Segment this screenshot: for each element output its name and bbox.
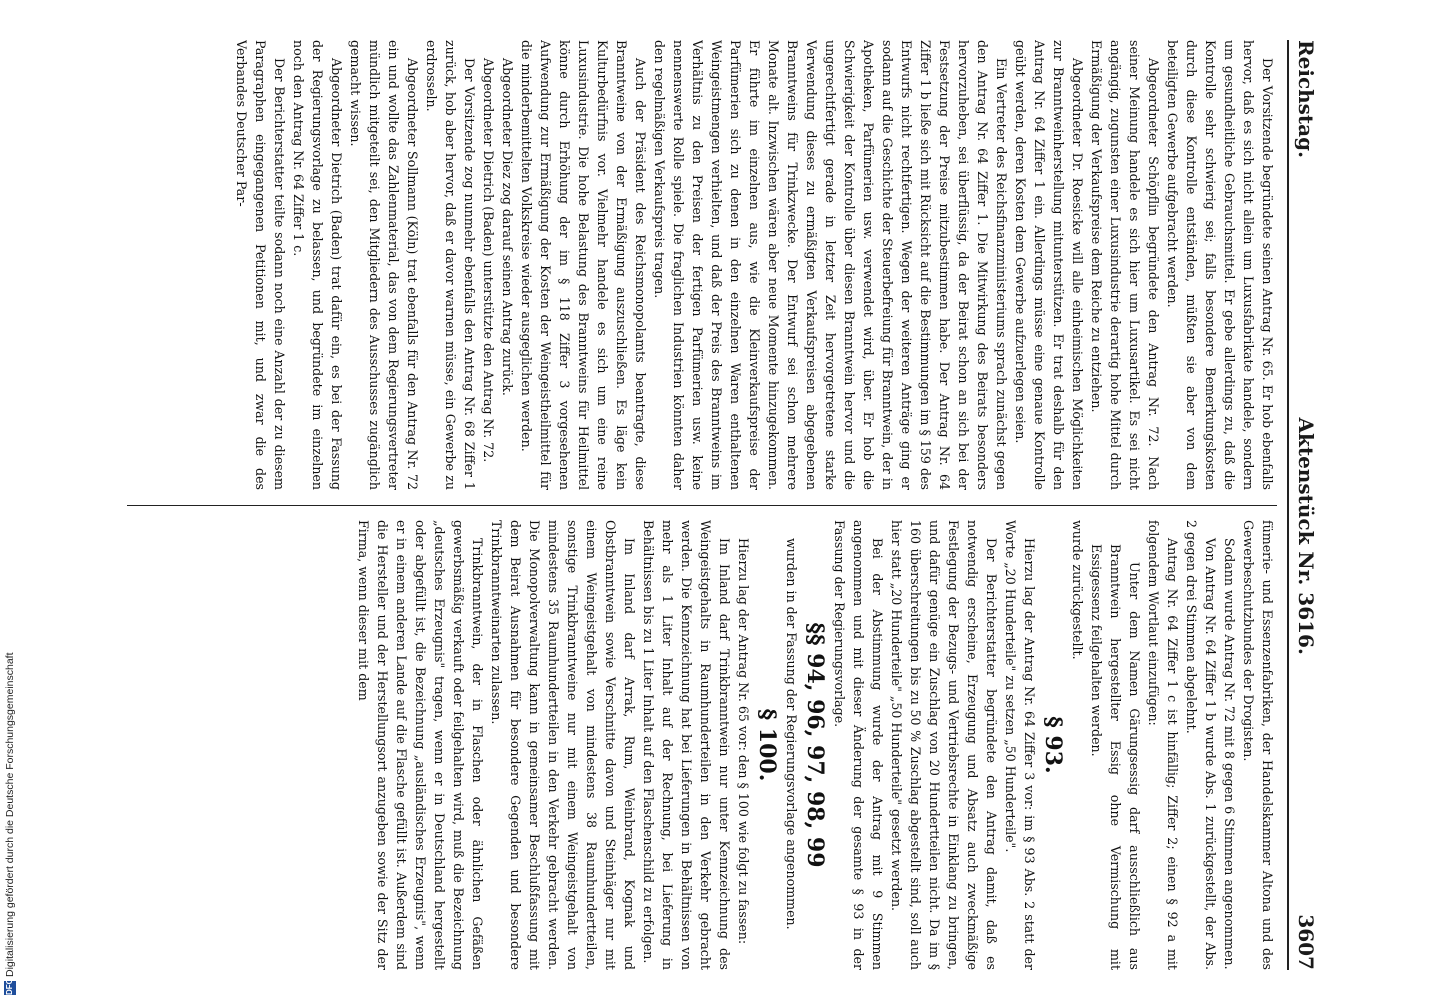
digitization-credit: [4, 652, 16, 995]
paragraph: Von Antrag Nr. 64 Ziffer 1 b wurde Abs. 1 zurückgestellt, der Abs. 2 gegen drei Stimmen abgelehnt.: [1184, 520, 1218, 970]
section-heading: §§ 94, 96, 97, 98, 99: [802, 622, 828, 868]
left-column: [127, 40, 1277, 490]
header-center: Aktenstück Nr. 3616.: [1294, 417, 1318, 655]
paragraph: Der Vorsitzende begründete seinen Antrag Nr. 65. Er hob ebenfalls hervor, daß es sich nicht allein um Luxusfabrikate handele, sondern um gesundheitliche Gebrauchsmittel. Er gebe allerdings zu, daß die Kontrolle sehr schwierig sei; falls besondere Bemerkungskosten durch diese Kontrolle entständen, müßten sie aber von dem beteiligten Gewerbe aufgebracht werden.: [1165, 40, 1275, 490]
paragraph: Abgeordneter Dr. Roesicke will alle einheimischen Möglichkeiten zur Branntweinherstellung mitunterstützen. Er trat deshalb für den Antrag Nr. 64 Ziffer 1 ein. Allerdings müsse eine genaue Kontrolle geübt werden, deren Kosten dem Gewerbe aufzuerlegen seien.: [1013, 40, 1085, 490]
paragraph: Der Berichterstatter begründete den Antrag damit, daß es notwendig erscheine, Erzeugung und Absatz auch zweckmäßige Festlegung der Bezugs- und Vertriebsrechte in Einklang zu bringen, und dafür genüge ein Zuschlag von 20 Hundertteilen nicht. Da im § 160 überschreitungen bis zu 50 % Zuschlag abgestellt sind, soll auch hier statt „20 Hunderteile" „50 Hunderteile" gesetzt werden.: [889, 520, 999, 970]
paragraph: Abgeordneter Sollmann (Köln) trat ebenfalls für den Antrag Nr. 72 ein und wollte das Zahlenmaterial, das von dem Regierungsvertreter mündlich mitgeteilt sei, den Mitgliedern des Ausschusses zugänglich gemacht wissen.: [348, 40, 420, 490]
paragraph: Abgeordneter Dietrich (Baden) trat dafür ein, es bei der Fassung der Regierungsvorlage zu belassen, und begründete im einzelnen noch den Antrag Nr. 64 Ziffer 1 c.: [291, 40, 344, 490]
paragraph: wurden in der Fassung der Regierungsvorlage angenommen.: [784, 538, 799, 930]
right-column: [127, 520, 1277, 970]
paragraph: Abgeordneter Schöpflin begründete den Antrag Nr. 72. Nach seiner Meinung handele es sich hier um Luxusartikel. Es sei nicht angängig, zugunsten einer Luxusindustrie derartig hohe Mittel durch Ermäßigung der Verkaufspreise dem Reiche zu entziehen.: [1089, 40, 1161, 490]
paragraph: wurde zurückgestellt.: [1070, 520, 1085, 660]
paragraph: Antrag Nr. 64 Ziffer 1 c ist hinfällig; Ziffer 2; einen § 92 a mit folgendem Wortlaut einzufügen:: [1146, 520, 1180, 970]
column-divider: [127, 505, 1277, 506]
dfg-logo: DFG: [5, 978, 14, 995]
paragraph: Der Vorsitzende zog nunmehr ebenfalls den Antrag Nr. 68 Ziffer 1 zurück, hob aber hervor, daß er davor warnen müsse, ein Gewerbe zu erdrosseln.: [424, 40, 477, 490]
paragraph: Sodann wurde Antrag Nr. 72 mit 8 gegen 6 Stimmen angenommen.: [1222, 538, 1237, 970]
credit-text: Digitalisierung gefördert durch die Deutsche Forschungsgemeinschaft: [4, 652, 16, 977]
paragraph: Auch der Präsident des Reichsmonopolamts beantragte, diese Branntweine von der Ermäßigung auszuschließen. Es läge kein Kulturbedürfnis vor. Vielmehr handele es sich um eine reine Luxusindustrie. Die hohe Belastung des Branntweins für Heilmittel könne durch Erhöhung der im § 118 Ziffer 3 vorgesehenen Aufwendung zur Ermäßigung der Kosten der Weingeistheilmittel für die minderbemittelten Volkskreise wieder ausgeglichen werden.: [519, 40, 648, 490]
paragraph: Im Inland darf Trinkbranntwein nur unter Kennzeichnung des Weingeistgehalts in Raumhunderteilen in den Verkehr gebracht werden. Die Kennzeichnung hat bei Lieferungen in Behältnissen von mehr als 1 Liter Inhalt auf der Rechnung, bei Lieferung in Behältnissen bis zu 1 Liter Inhalt auf den Flaschenschild zu erfolgen.: [641, 520, 732, 970]
page-number: 3607: [1294, 914, 1318, 970]
paragraph: Abgeordneter Dietrich (Baden) unterstützte den Antrag Nr. 72.: [481, 58, 496, 463]
section-heading: § 93.: [1040, 716, 1066, 774]
quoted-text: Unter dem Namen Gärungsessig darf ausschließlich aus Branntwein hergestellter Essig ohne Vermischung mit Essigessenz feilgehalten werden.: [1089, 544, 1142, 970]
rotated-page: [95, 0, 1325, 1000]
paragraph: Hierzu lag der Antrag Nr. 64 Ziffer 3 vor: im § 93 Abs. 2 statt der Worte „20 Hunderteile" zu setzen „50 Hunderteile".: [1003, 520, 1037, 970]
page-header: [1287, 40, 1323, 970]
paragraph: Abgeordneter Diez zog darauf seinen Antrag zurück.: [500, 58, 515, 396]
header-left: Reichstag.: [1294, 40, 1318, 159]
paragraph: fümerie- und Essenzenfabriken, der Handelskammer Altona und des Gewerbeschutzbundes der Drogisten.: [1241, 520, 1275, 970]
paragraph: Hierzu lag der Antrag Nr. 65 vor: den § 100 wie folgt zu fassen:: [736, 538, 751, 945]
section-heading: § 100.: [754, 708, 780, 782]
paragraph: Bei der Abstimmung wurde der Antrag mit 9 Stimmen angenommen und mit dieser Änderung der gesamte § 93 in der Fassung der Regierungsvorlage.: [832, 520, 885, 970]
paragraph: Ein Vertreter des Reichsfinanzministeriums sprach zunächst gegen den Antrag Nr. 64 Ziffer 1. Die Mitwirkung des Beirats besonders hervorzuheben, sei überflüssig, da der Beirat schon an sich bei der Festsetzung der Preise mitzubestimmen habe. Der Antrag Nr. 64 Ziffer 1 b ließe sich mit Rücksicht auf die Bestimmungen im § 159 des Entwurfs nicht rechtfertigen. Wegen der weiteren Anträge ging er sodann auf die Geschichte der Steuerbefreiung für Branntwein, der in Apotheken, Parfümerien usw. verwendet wird, über. Er hob die Schwierigkeit der Kontrolle über diesen Branntwein hervor und die ungerechtfertigt gerade in letzter Zeit hervorgetretene starke Verwendung dieses zu ermäßigten Verkaufspreisen abgegebenen Branntweins für Trinkzwecke. Der Entwurf sei schon mehrere Monate alt. Inzwischen wären aber neue Momente hinzugekommen. Er führte im einzelnen aus, wie die Kleinverkaufspreise der Parfümerien sich zu denen in den einzelnen Waren enthaltenen Weingeistmengen verhielten, und daß der Preis des Branntweins im Verhältnis zu den Preisen der fertigen Parfümerien usw. keine nennenswerte Rolle spiele. Die fraglichen Industrien könnten daher den regelmäßigen Verkaufspreis tragen.: [652, 40, 1009, 490]
paragraph: Trinkbranntwein, der in Flaschen oder ähnlichen Gefäßen gewerbsmäßig verkauft oder feilgehalten wird, muß die Bezeichnung „deutsches Erzeugnis" tragen, wenn er in Deutschland hergestellt oder abgefüllt ist, die Bezeichnung „ausländisches Erzeugnis", wenn er in einem anderen Lande auf die Flasche gefüllt ist. Außerdem sind die Hersteller und der Herstellungsort anzugeben sowie der Sitz der Firma, wenn dieser mit dem: [356, 520, 485, 970]
paragraph: Im Inland darf Arrak, Rum, Weinbrand, Kognak und Obstbranntwein sowie Verschnitte davon und Steinhäger nur mit einem Weingeistgehalt von mindestens 38 Raumhundertteilen, sonstige Trinkbranntweine nur mit einem Weingeistgehalt von mindestens 35 Raumhundertteilen in den Verkehr gebracht werden. Die Monopolverwaltung kann in gemeinsamer Beschlußfassung mit dem Beirat Ausnahmen für besondere Gegenden und besondere Trinkbranntweinarten zulassen.: [489, 520, 637, 970]
paragraph: Der Berichterstatter teilte sodann noch eine Anzahl der zu diesem Paragraphen eingegangenen Petitionen mit, und zwar die des Verbandes Deutscher Par-: [234, 40, 287, 490]
